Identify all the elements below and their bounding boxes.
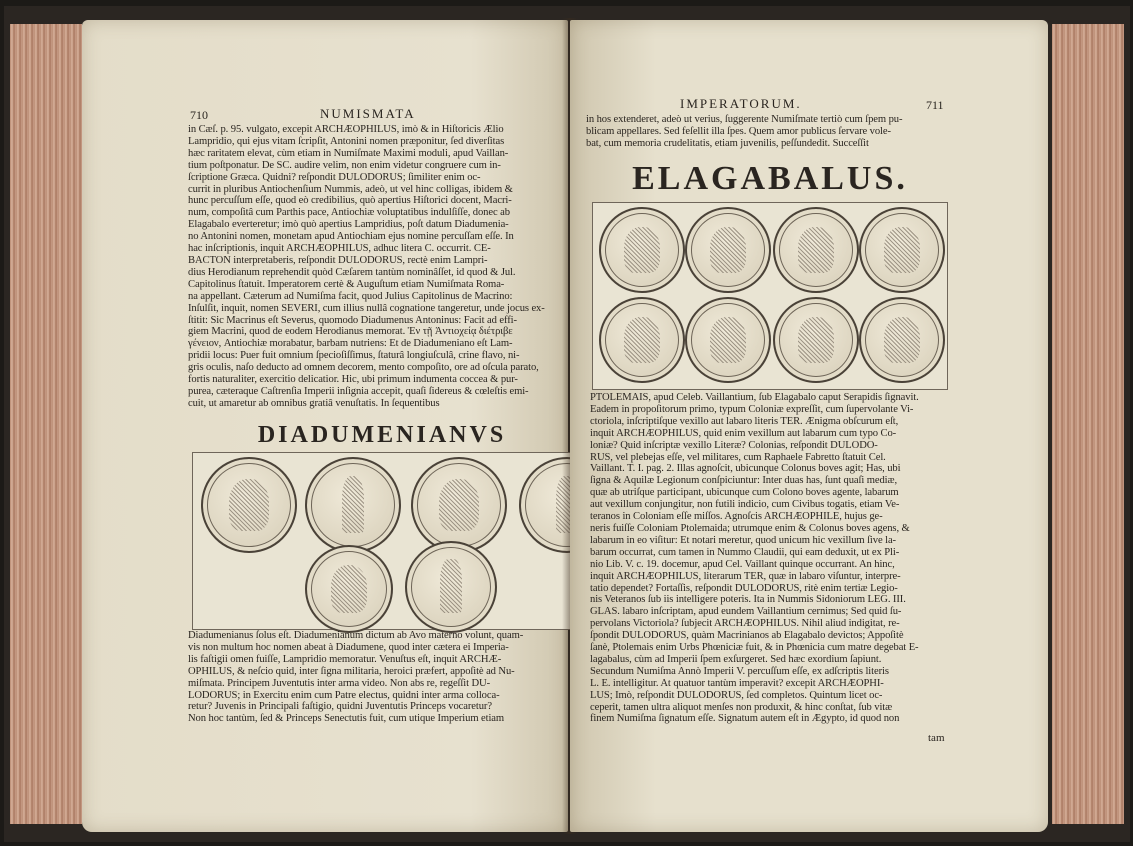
text-line: lis faſtigii omen fuiſſe, Lampridio memoratur. Venuſtus eſt, inquit ARCHÆ- — [188, 653, 502, 665]
text-line: dius Herodianum reprehendit quòd Cæſarem tantùm nominâſſet, id quod & Jul. — [188, 266, 516, 278]
text-line: fortis naturaliter, exercitio delicatior. Hic, ubi primum indumenta coccea & pur- — [188, 374, 518, 386]
text-line: ctoriola, inſcriptiſque vexillo aut labaro literis TER. Ænigma obſcurum eſt, — [590, 415, 899, 427]
right-catchword: tam — [928, 732, 945, 744]
coin-plate-diadumenianus — [192, 452, 624, 630]
text-line: γένειον, Antiochiæ morabatur, barbam nutriens: Et de Diadumeniano eſt Lam- — [188, 338, 513, 350]
text-line: quæ ab utriſque participant, ubicunque cum Colono boves agente, labarum — [590, 487, 899, 499]
coin-portrait — [411, 457, 507, 553]
text-line: aut vexillum conjungitur, non futili indicio, cum Civibus togatis, etiam Ve- — [590, 499, 900, 511]
left-running-head: NUMISMATA — [320, 106, 416, 121]
text-line: blicam appellares. Sed feſellit illa ſpes. Quem amor publicus ſervare vole- — [586, 125, 891, 137]
text-line: hunc percuſſum eſſe, quod eò credibilius, quò apertius Hiſtorici docent, Macri- — [188, 195, 512, 207]
text-line: retur? Juvenis in Principali faſtigio, quidni Juventutis Princeps vocaretur? — [188, 701, 492, 713]
text-line: vis non multum hoc nomen abeat à Diadumene, quod inter cætera ei Imperia- — [188, 641, 509, 653]
text-line: Vaillant. T. I. pag. 2. Illas agnoſcit, ubicunque Colonus boves agit; Has, ubi — [590, 463, 901, 475]
text-line: Secundum Numiſma Annò Imperii V. percuſſum eſſe, ex adſcriptis literis — [590, 665, 889, 677]
coin-portrait — [305, 545, 393, 633]
right-fore-edge — [1052, 24, 1124, 824]
text-line: currit in pluribus Antiochenſium Nummis, adeò, ut vel hinc colligas, ibidem & — [188, 183, 513, 195]
text-line: ſcriptione Græca. Quidni? reſpondit DULODORUS; ſimiliter enim oc- — [188, 171, 481, 183]
text-line: BACTON interpretaberis, reſpondit DULODORUS, rectè enim Lampri- — [188, 254, 488, 266]
text-line: ſpondit DULODORUS, quàm Macrinianos ab Elagabalo devictos; Appoſitè — [590, 630, 904, 642]
text-line: ſtitit: Sic Macrinus eſt Severus, quomodo Diadumenus Antoninus: Facit ad effi- — [188, 314, 517, 326]
text-line: RUS, vel plebejas eſſe, vel militares, cum Raphaele Fabretto ſtatuit Cel. — [590, 451, 886, 463]
text-line: LODORUS; in Exercitu enim cum Patre electus, quidni inter arma colloca- — [188, 689, 500, 701]
text-line: Non hoc tantùm, ſed & Princeps Senectutis fuit, cum utique Imperium etiam — [188, 713, 505, 725]
text-line: PTOLEMAIS, apud Celeb. Vaillantium, ſub Elagabalo caput Serapidis ſignavit. — [590, 392, 919, 403]
left-top-text — [188, 124, 626, 410]
text-line: nis Veteranos ſub iis intelligere poteris. Ita in Nummis Sidoniorum LEG. III. — [590, 594, 906, 606]
text-line: teranos in Coloniam eſſe miſſos. Agnoſcis ARCHÆOPHILE, hujus ge- — [590, 511, 883, 523]
coin-portrait — [599, 297, 685, 383]
text-line: Inſulſit, inquit, nomen SEVERI, cum illius nullâ cognatione tangeretur, unde jocus ex- — [188, 302, 545, 314]
left-page — [82, 20, 568, 832]
coin-seated-figure — [859, 297, 945, 383]
right-running-head: IMPERATORUM. — [680, 96, 802, 111]
coin-plate-elagabalus — [592, 202, 948, 390]
text-line: Elagabalo everteretur; imò quò apertius Lampridius, poſt datum Diadumenia- — [188, 219, 509, 231]
left-page-number: 710 — [190, 108, 208, 122]
coin-portrait — [859, 207, 945, 293]
text-line: hæc raritatem elevat, cùm etiam in Numiſmate Maximi moduli, apud Vaillan- — [188, 147, 509, 159]
text-line: no Antonini nomen, monetam apud Antiochiam ejus nomine percuſſam eſſe. In — [188, 231, 514, 243]
section-title-diadumenianus: DIADUMENIANVS — [257, 422, 507, 448]
text-line: purea, cæteraque Caſtrenſia Imperii inſignia accepit, quaſi ſidereus & cœleſtis emi- — [188, 385, 529, 397]
coin-portrait — [773, 297, 859, 383]
right-bottom-text — [590, 392, 946, 725]
coin-altar — [685, 297, 771, 383]
coin-portrait — [201, 457, 297, 553]
text-line: Eadem in propoſitorum primo, typum Coloniæ expreſſit, cum ſupervolante Vi- — [590, 403, 914, 415]
text-line: in Cæſ. p. 95. vulgato, excepit ARCHÆOPHILUS, imò & in Hiſtoricis Ælio — [188, 124, 504, 135]
text-line: num, compoſitâ cum Parthis pace, Antiochiæ voluptatibus indulſiſſe, donec ab — [188, 207, 510, 219]
coin-portrait — [773, 207, 859, 293]
section-title-elagabalus: ELAGABALUS. — [632, 160, 908, 197]
text-line: lagabalus, cùm ad Imperii ſpem exſurgeret. Sed hæc exordium ſapiunt. — [590, 653, 882, 665]
coin-temple — [685, 207, 771, 293]
text-line: ceperit, tamen ultra aliquot menſes non produxit, & hinc conſtat, ſub vitæ — [590, 701, 893, 713]
text-line: nio Lib. V. c. 19. docemur, apud Cel. Vaillant quinque occurrant. An hinc, — [590, 558, 895, 570]
coin-portrait — [599, 207, 685, 293]
left-bottom-text — [188, 630, 626, 725]
text-line: neris fuiſſe Coloniam Ptolemaida; utrumque enim & Colonus boves agens, & — [590, 522, 910, 534]
text-line: pridii locus: Puer fuit omnium ſpecioſiſſimus, ſtaturâ longiuſculâ, crine flavo, ni- — [188, 350, 520, 362]
text-line: giem Macrini, quod de eodem Herodianus memorat. Ἐν τῇ Ἀντιοχείᾳ διέτριβε — [188, 326, 513, 338]
text-line: ſigna & Aquilæ Legionum conſpiciuntur: Inter duas has, ſunt quaſi mediæ, — [590, 475, 898, 487]
text-line: hac inſcriptionis, inquit ARCHÆOPHILUS, adhuc litera C. occurrit. CE- — [188, 243, 491, 255]
text-line: tium poſtponatur. De SC. audire velim, non enim videtur congruere cum in- — [188, 159, 501, 171]
text-line: GLAS. labaro inſcriptam, apud eundem Vaillantium cernimus; Sed quid ſu- — [590, 606, 902, 618]
text-line: Capitolinus ſtatuit. Imperatorem certè & Auguſtum etiam Numiſmata Roma- — [188, 278, 505, 290]
text-line: cuit, ut amaretur ab omnibus gratiâ venuſtatis. In ſequentibus — [188, 397, 440, 409]
right-page-number: 711 — [926, 98, 944, 112]
text-line: LUS; Imò, reſpondit DULODORUS, ſed completos. Quintum licet oc- — [590, 689, 883, 701]
text-line: OPHILUS, & neſcio quid, inter ſigna militaria, heroici præfert, appoſitè ad Nu- — [188, 665, 515, 677]
coin-standards — [305, 457, 401, 553]
text-line: pervolans Victoriola? ſubjecit ARCHÆOPHILUS. Nihil aliud indigitat, re- — [590, 618, 900, 630]
right-page — [570, 20, 1048, 832]
book-spread — [4, 6, 1130, 842]
text-line: miſmata. Principem Juventutis inter arma video. Non abs re, regeſſit DU- — [188, 677, 491, 689]
right-top-text — [586, 114, 944, 150]
text-line: in hos extenderet, adeò ut verius, ſuggerente Numiſmate tertiò cum ſpem pu- — [586, 114, 903, 125]
text-line: barum occurrat, cum tamen in Nummo Claudii, qui eam deduxit, ut ex Pli- — [590, 546, 900, 558]
text-line: inquit ARCHÆOPHILUS, literarum TER, quæ in labaro viſuntur, interpre- — [590, 570, 901, 582]
text-line: ſanè, Ptolemais enim Urbs Phœniciæ fuit, & in Phœnicia cum matre degebat E- — [590, 642, 919, 654]
text-line: bat, cum memoria crudelitatis, etiam juvenilis, peſſundedit. Succeſſit — [586, 137, 869, 149]
text-line: finem Numiſma ſignatum eſſe. Signatum autem eſt in Ægypto, id quod non — [590, 713, 900, 725]
text-line: tatio dependet? Fortaſſis, reſpondit DULODORUS, ritè enim tertiæ Legio- — [590, 582, 898, 594]
text-line: inquit ARCHÆOPHILUS, quid enim vexillum aut labarum cum typo Co- — [590, 427, 897, 439]
text-line: loniæ? Quid inſcriptæ vexillo Literæ? Colonias, reſpondit DULODO- — [590, 439, 878, 451]
text-line: Lampridio, qui ejus vitam ſcripſit, Antonini nomen præponitur, ſed diverſitas — [188, 135, 505, 147]
text-line: gris oculis, naſo deducto ad omnem decorem, mento compoſito, ore ad oſcula parato, — [188, 362, 539, 374]
text-line: L. E. intelligitur. At quatuor tantùm imperavit? excepit ARCHÆOPHI- — [590, 677, 884, 689]
left-fore-edge — [10, 24, 82, 824]
text-line: na appellant. Cæterum ad Numiſma facit, quod Julius Capitolinus de Macrino: — [188, 290, 513, 302]
text-line: Diadumenianus ſolus eſt. Diadumenianum dictum ab Avo materno volunt, quam- — [188, 630, 524, 641]
coin-standing-figure — [405, 541, 497, 633]
text-line: labarum in eo viſitur: Et notari meretur, quod unicum hic vexillum ſive la- — [590, 534, 896, 546]
